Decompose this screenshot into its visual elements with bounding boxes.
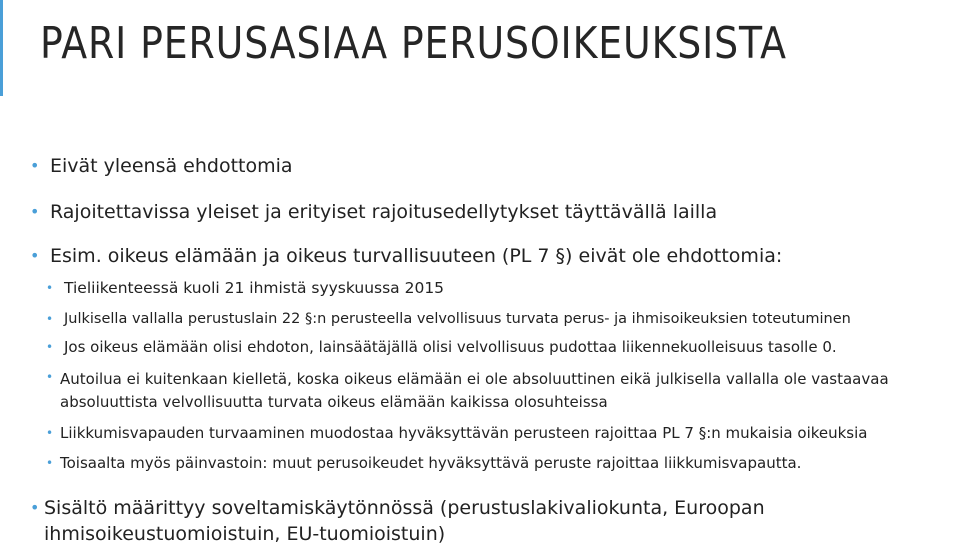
bullet-dot-icon: • — [46, 281, 54, 295]
bullet-dot-icon: • — [30, 246, 40, 265]
bullet-dot-icon: • — [30, 498, 40, 517]
title-accent-bar — [0, 0, 3, 96]
sub-bullet-text: Autoilua ei kuitenkaan kielletä, koska oikeus elämään ei ole absoluuttinen eikä julkisella vallalla ole vastaavaa absoluuttista velvollisuutta turvata oikeus elämään kaikissa olosuhteissa — [60, 370, 889, 412]
slide-title: PARI PERUSASIAA PERUSOIKEUKSISTA — [40, 18, 787, 69]
bullet-dot-icon: • — [46, 340, 54, 354]
bullet-dot-icon: • — [46, 426, 54, 440]
bullet-dot-icon: • — [46, 370, 54, 384]
sub-bullet-text: Liikkumisvapauden turvaaminen muodostaa hyväksyttävän perusteen rajoittaa PL 7 §:n mukaisia oikeuksia — [60, 424, 868, 442]
bullet-dot-icon: • — [30, 202, 40, 221]
sub-bullet-text: Toisaalta myös päinvastoin: muut perusoikeudet hyväksyttävä peruste rajoittaa liikkumisvapautta. — [60, 454, 802, 472]
bullet-dot-icon: • — [46, 312, 54, 326]
bullet-text: Eivät yleensä ehdottomia — [50, 155, 293, 177]
bullet-dot-icon: • — [30, 156, 40, 175]
bullet-dot-icon: • — [46, 456, 54, 470]
sub-bullet-text: Jos oikeus elämään olisi ehdoton, lainsäätäjällä olisi velvollisuus pudottaa liikennekuolleisuus tasolle 0. — [64, 338, 837, 356]
sub-bullet-text: Julkisella vallalla perustuslain 22 §:n perusteella velvollisuus turvata perus- ja ihmisoikeuksien toteutuminen — [64, 311, 851, 327]
sub-bullet-text: Tieliikenteessä kuoli 21 ihmistä syyskuussa 2015 — [64, 279, 445, 297]
bullet-text: Sisältö määrittyy soveltamiskäytönnössä (perustuslakivaliokunta, Euroopan ihmisoikeustuomioistuin, EU-tuomioistuin) — [44, 497, 765, 545]
bullet-text: Esim. oikeus elämään ja oikeus turvallisuuteen (PL 7 §) eivät ole ehdottomia: — [50, 245, 783, 267]
bullet-text: Rajoitettavissa yleiset ja erityiset rajoitusedellytykset täyttävällä lailla — [50, 201, 718, 223]
